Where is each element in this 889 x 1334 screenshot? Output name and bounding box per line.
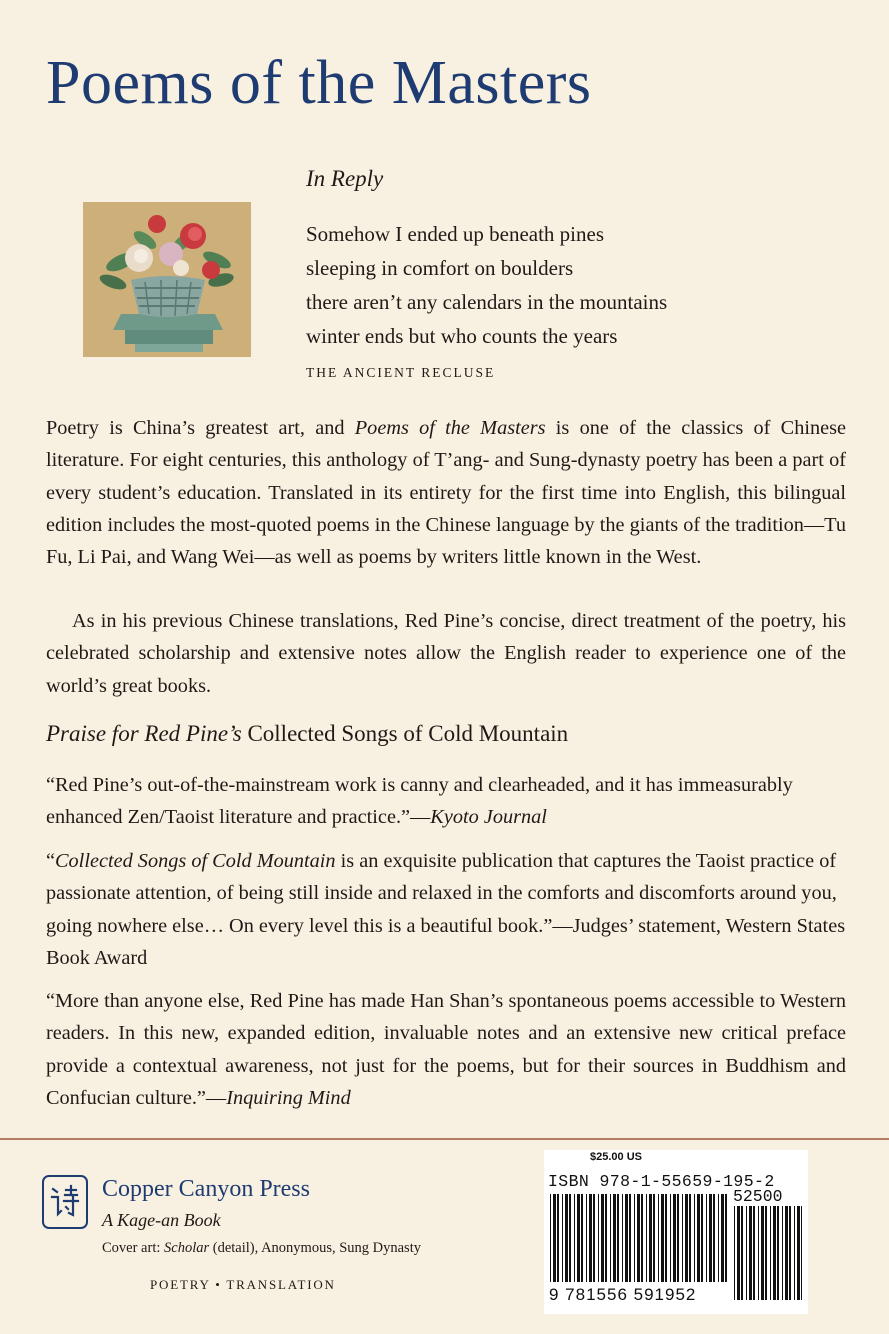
barcode-bar bbox=[562, 1194, 563, 1282]
barcode-bar bbox=[765, 1206, 767, 1300]
description-paragraph: As in his previous Chinese translations, Red Pine’s concise, direct treatment of the poetry, his celebrated scholarship and extensive notes allow the English reader to experience one of the world’s great books. bbox=[46, 610, 846, 697]
barcode-bar bbox=[797, 1206, 800, 1300]
poem-line: there aren’t any calendars in the mountains bbox=[306, 290, 668, 314]
poem-line: winter ends but who counts the years bbox=[306, 324, 618, 348]
praise-heading: Praise for Red Pine’s Collected Songs of Cold Mountain bbox=[46, 721, 569, 746]
review-quote: “Collected Songs of Cold Mountain is an exquisite publication that captures the Taoist practice of passionate attention, of being still inside and relaxed in the comforts and discomforts around you, going nowhere else… On every level this is a beautiful book.”—Judges’ statement, Western States Book Award bbox=[46, 850, 846, 969]
barcode-bar bbox=[737, 1206, 740, 1300]
barcode-bar bbox=[605, 1194, 607, 1282]
barcode-bar bbox=[682, 1194, 683, 1282]
barcode-bar bbox=[701, 1194, 703, 1282]
barcode-bar bbox=[653, 1194, 655, 1282]
poem-line: Somehow I ended up beneath pines bbox=[306, 222, 605, 246]
barcode-bar bbox=[670, 1194, 671, 1282]
barcode-bar bbox=[622, 1194, 623, 1282]
barcode-bar bbox=[741, 1206, 743, 1300]
barcode-bar bbox=[706, 1194, 707, 1282]
barcode-bar bbox=[689, 1194, 691, 1282]
barcode-bar bbox=[721, 1194, 724, 1282]
barcode-bar bbox=[637, 1194, 640, 1282]
barcode-bar bbox=[593, 1194, 595, 1282]
barcode-bar bbox=[777, 1206, 779, 1300]
barcode-bar bbox=[641, 1194, 643, 1282]
barcode-bar bbox=[734, 1206, 735, 1300]
barcode-bar bbox=[773, 1206, 776, 1300]
barcode-bar bbox=[749, 1206, 752, 1300]
ean-digits: 9 781556 591952 bbox=[549, 1285, 697, 1304]
barcode-bar bbox=[794, 1206, 795, 1300]
barcode-bar bbox=[677, 1194, 679, 1282]
barcode-bar bbox=[713, 1194, 715, 1282]
barcode-bar bbox=[725, 1194, 727, 1282]
barcode-bar bbox=[761, 1206, 764, 1300]
barcode-bar bbox=[685, 1194, 688, 1282]
barcode-bar bbox=[694, 1194, 695, 1282]
barcode-bar bbox=[746, 1206, 747, 1300]
barcode-bar bbox=[569, 1194, 571, 1282]
barcode-bar bbox=[658, 1194, 659, 1282]
category-label: POETRY • TRANSLATION bbox=[150, 1277, 336, 1292]
isbn-number: ISBN 978-1-55659-195-2 bbox=[548, 1172, 775, 1191]
barcode-bar bbox=[709, 1194, 712, 1282]
barcode-bar bbox=[574, 1194, 575, 1282]
barcode-bar bbox=[557, 1194, 559, 1282]
cover-painting-image bbox=[83, 202, 251, 357]
barcode-bar bbox=[589, 1194, 592, 1282]
poem-line: sleeping in comfort on boulders bbox=[306, 256, 574, 280]
barcode-bar bbox=[610, 1194, 611, 1282]
cover-art-credit: Cover art: Scholar (detail), Anonymous, Sung Dynasty bbox=[102, 1240, 421, 1256]
barcode-bar bbox=[598, 1194, 599, 1282]
barcode-bar bbox=[646, 1194, 647, 1282]
barcode-bar bbox=[718, 1194, 719, 1282]
poem-author: THE ANCIENT RECLUSE bbox=[306, 365, 496, 380]
barcode-bar bbox=[770, 1206, 771, 1300]
barcode-bar bbox=[625, 1194, 628, 1282]
barcode-bar bbox=[634, 1194, 635, 1282]
barcode-bar bbox=[801, 1206, 802, 1300]
barcode-bar bbox=[753, 1206, 755, 1300]
barcode-bar bbox=[782, 1206, 783, 1300]
barcode-bar bbox=[553, 1194, 556, 1282]
publisher-name: Copper Canyon Press bbox=[102, 1176, 310, 1202]
book-title: Poems of the Masters bbox=[46, 49, 592, 117]
barcode-bar bbox=[565, 1194, 568, 1282]
price-label: $25.00 US bbox=[590, 1151, 642, 1163]
barcode-bar bbox=[665, 1194, 667, 1282]
barcode-bar bbox=[673, 1194, 676, 1282]
footer-divider bbox=[0, 1138, 889, 1140]
barcode-bar bbox=[758, 1206, 759, 1300]
imprint-name: A Kage-an Book bbox=[102, 1210, 221, 1230]
barcode-bar bbox=[613, 1194, 616, 1282]
barcode-bar bbox=[661, 1194, 664, 1282]
barcode-bar bbox=[697, 1194, 700, 1282]
flower-vase-painting bbox=[83, 202, 251, 357]
barcode-bar bbox=[629, 1194, 631, 1282]
publisher-seal-icon bbox=[42, 1175, 88, 1229]
review-quote: “Red Pine’s out-of-the-mainstream work is canny and clearheaded, and it has immeasurably enhanced Zen/Taoist literature and practice.”—Kyoto Journal bbox=[46, 774, 793, 829]
barcode-bar bbox=[550, 1194, 551, 1282]
barcode-bar bbox=[617, 1194, 619, 1282]
barcode-bar bbox=[785, 1206, 788, 1300]
barcode-bar bbox=[586, 1194, 587, 1282]
barcode-bar bbox=[601, 1194, 604, 1282]
barcode-bar bbox=[649, 1194, 652, 1282]
poem-title: In Reply bbox=[306, 166, 384, 191]
barcode-bar bbox=[581, 1194, 583, 1282]
barcode-bar bbox=[789, 1206, 791, 1300]
barcode-bar bbox=[577, 1194, 580, 1282]
review-quote: “More than anyone else, Red Pine has made Han Shan’s spontaneous poems accessible to Western readers. In this new, expanded edition, invaluable notes and an extensive new critical preface provide a contextual awareness, not just for the poems, but for their sources in Buddhism and Confucian culture.”—Inquiring Mind bbox=[46, 990, 846, 1109]
description-paragraph: Poetry is China’s greatest art, and Poems of the Masters is one of the classics of Chinese literature. For eight centuries, this anthology of T’ang- and Sung-dynasty poetry has been a part of every student’s education. Translated in its entirety for the first time into English, this bilingual edition includes the most-quoted poems in the Chinese language by the giants of the tradition—Tu Fu, Li Pai, and Wang Wei—as well as poems by writers little known in the West. bbox=[46, 417, 847, 569]
price-addon-code: 52500 bbox=[733, 1187, 783, 1206]
